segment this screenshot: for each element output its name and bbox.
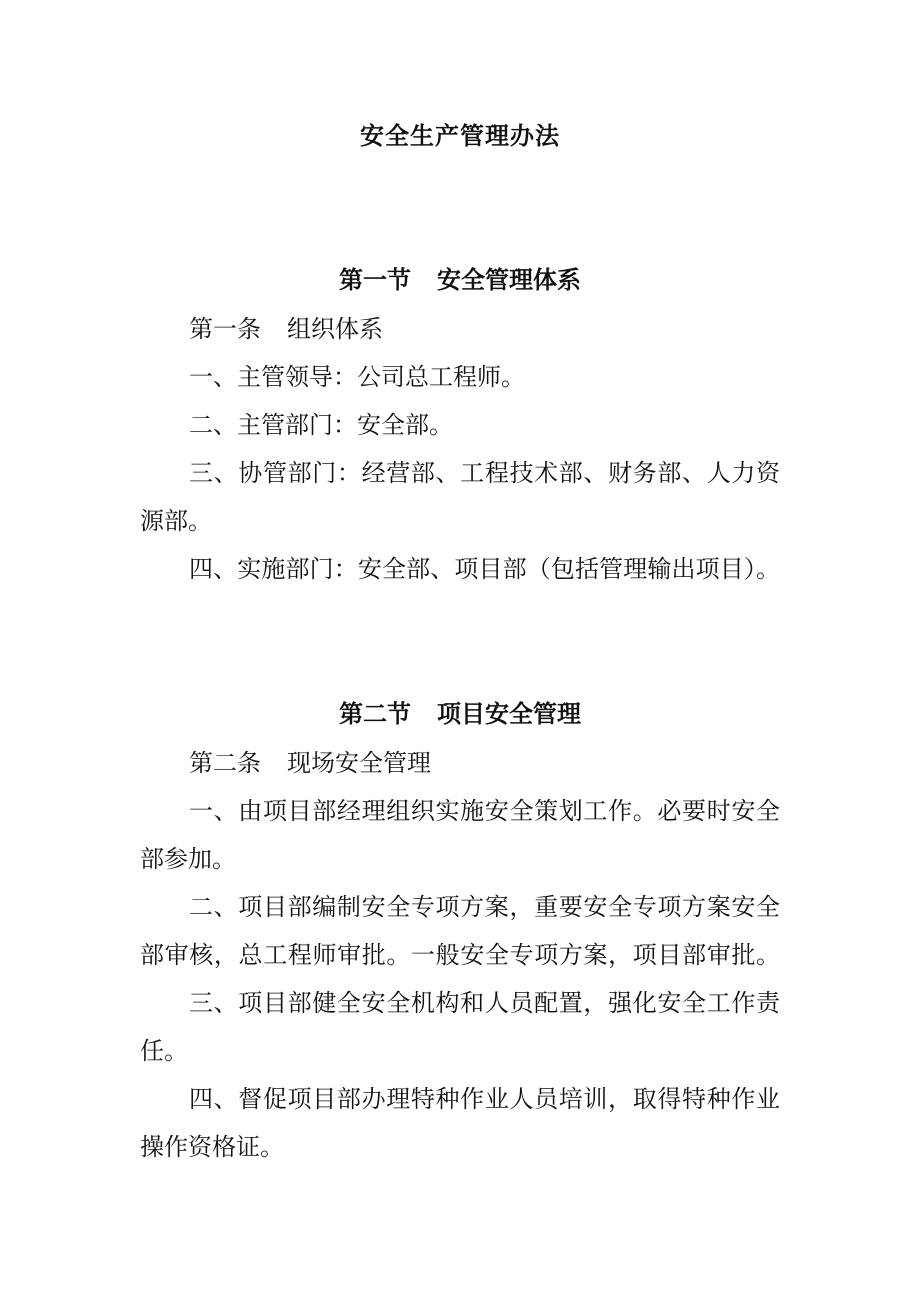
section-number: 第一节 [339,265,411,294]
paragraph-line: 二、项目部编制安全专项方案，重要安全专项方案安全 [189,893,780,921]
paragraph-line: 三、项目部健全安全机构和人员配置，强化安全工作责 [189,989,780,1017]
paragraph-line: 四、实施部门：安全部、项目部（包括管理输出项目）。 [189,555,780,583]
article-heading-1 [189,311,780,347]
paragraph-line: 三、协管部门：经营部、工程技术部、财务部、人力资 [189,459,780,487]
article-title: 现场安全管理 [287,749,431,777]
section-title: 项目安全管理 [437,699,581,728]
document-title: 安全生产管理办法 [360,121,560,150]
paragraph-line: 部审核，总工程师审批。一般安全专项方案，项目部审批。 [140,941,780,969]
section-heading-1 [0,262,920,298]
section-title: 安全管理体系 [437,265,581,294]
section-number: 第二节 [339,699,411,728]
paragraph-line: 四、督促项目部办理特种作业人员培训，取得特种作业 [189,1085,780,1113]
paragraph-line: 任。 [140,1037,188,1065]
paragraph-line: 操作资格证。 [140,1133,284,1161]
paragraph-line: 一、由项目部经理组织实施安全策划工作。必要时安全 [189,797,780,825]
paragraph-line: 部参加。 [140,845,236,873]
article-number: 第一条 [189,315,261,343]
article-number: 第二条 [189,749,261,777]
section-heading-2 [0,696,920,732]
paragraph-line: 二、主管部门：安全部。 [189,411,453,439]
article-heading-2 [189,745,780,781]
article-title: 组织体系 [287,315,383,343]
paragraph-line: 一、主管领导：公司总工程师。 [189,363,525,391]
paragraph-line: 源部。 [140,507,212,535]
